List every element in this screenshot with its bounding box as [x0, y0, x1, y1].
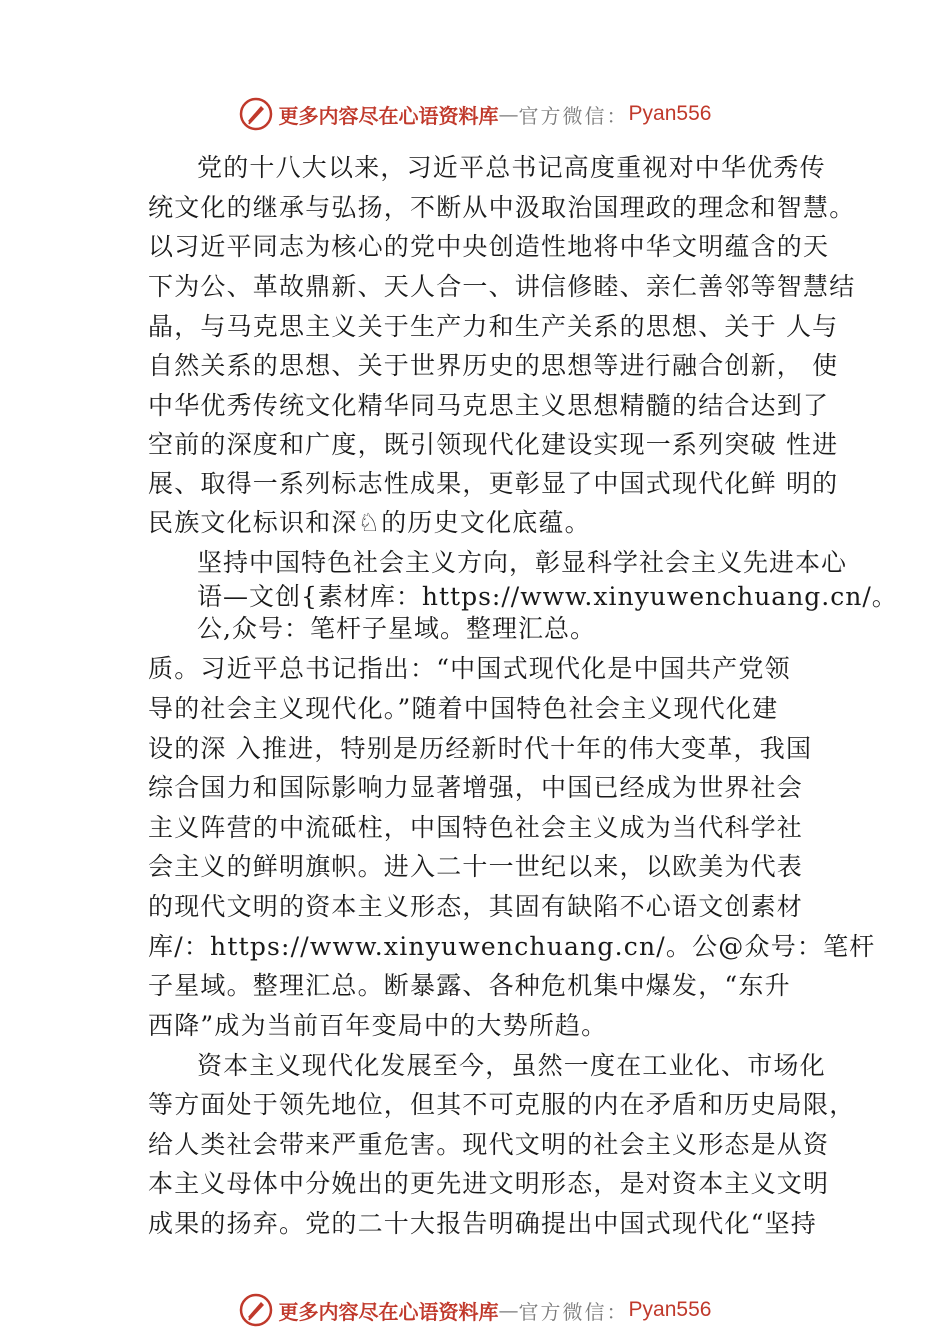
body-line: 质。习近平总书记指出：“中国式现代化是中国共产党领: [148, 654, 791, 683]
body-line: 会主义的鲜明旗帜。进入二十一世纪以来，以欧美为代表: [148, 852, 804, 881]
body-line: 展、取得一系列标志性成果，更彰显了中国式现代化鲜 明的: [148, 469, 839, 498]
body-line: 等方面处于领先地位，但其不可克服的内在矛盾和历史局限，: [148, 1090, 856, 1119]
body-line: 党的十八大以来，习近平总书记高度重视对中华优秀传: [197, 153, 826, 182]
banner-wechat-id: Pyan556: [628, 102, 712, 125]
body-line: 成果的扬弃。党的二十大报告明确提出中国式现代化“坚持: [148, 1209, 817, 1238]
banner-wechat-id: Pyan556: [628, 1298, 712, 1321]
header-watermark-banner: [0, 94, 950, 134]
brand-logo-icon: [239, 97, 273, 131]
inserted-note-line: 公,众号：笔杆子星域。整理汇总。: [197, 614, 596, 643]
body-line: 综合国力和国际影响力显著增强，中国已经成为世界社会: [148, 773, 804, 802]
body-line: 子星域。整理汇总。断暴露、各种危机集中爆发，“东升: [148, 971, 791, 1000]
body-line: 统文化的继承与弘扬，不断从中汲取治国理政的理念和智慧。: [148, 193, 856, 222]
banner-separator: —: [498, 1298, 519, 1322]
body-line: 以习近平同志为核心的党中央创造性地将中华文明蕴含的天: [148, 232, 830, 261]
body-line: 的现代文明的资本主义形态，其固有缺陷不心语文创素材: [148, 892, 804, 921]
inserted-note-line: 坚持中国特色社会主义方向，彰显科学社会主义先进本心: [197, 548, 848, 577]
body-line: 资本主义现代化发展至今，虽然一度在工业化、市场化: [197, 1051, 826, 1080]
body-line: 主义阵营的中流砥柱，中国特色社会主义成为当代科学社: [148, 813, 804, 842]
body-line: 下为公、革故鼎新、天人合一、讲信修睦、亲仁善邻等智慧结: [148, 272, 856, 301]
body-line: 给人类社会带来严重危害。现代文明的社会主义形态是从资: [148, 1130, 830, 1159]
body-line: 本主义母体中分娩出的更先进文明形态，是对资本主义文明: [148, 1169, 830, 1198]
footer-watermark-banner: [0, 1290, 950, 1330]
body-line: 民族文化标识和深♘的历史文化底蕴。: [148, 508, 591, 537]
banner-title: 更多内容尽在心语资料库: [278, 103, 499, 128]
body-line: 库/：https://www.xinyuwenchuang.cn/。公@众号：笔杆: [148, 932, 876, 961]
brand-logo-icon: [239, 1293, 273, 1327]
banner-separator: —: [498, 102, 519, 126]
inserted-note-line: 语—文创{素材库：https://www.xinyuwenchuang.cn/。: [197, 582, 898, 611]
body-line: 西降”成为当前百年变局中的大势所趋。: [148, 1011, 608, 1040]
banner-wechat-label: 官方微信：: [518, 103, 629, 128]
body-line: 导的社会主义现代化。”随着中国特色社会主义现代化建: [148, 694, 779, 723]
body-line: 设的深 入推进，特别是历经新时代十年的伟大变革，我国: [148, 734, 813, 763]
banner-title: 更多内容尽在心语资料库: [278, 1299, 499, 1324]
body-line: 晶，与马克思主义关于生产力和生产关系的思想、关于 人与: [148, 312, 839, 341]
banner-wechat-label: 官方微信：: [518, 1299, 629, 1324]
body-line: 空前的深度和广度，既引领现代化建设实现一系列突破 性进: [148, 430, 839, 459]
body-line: 中华优秀传统文化精华同马克思主义思想精髓的结合达到了: [148, 391, 830, 420]
body-line: 自然关系的思想、关于世界历史的思想等进行融合创新， 使: [148, 351, 839, 380]
